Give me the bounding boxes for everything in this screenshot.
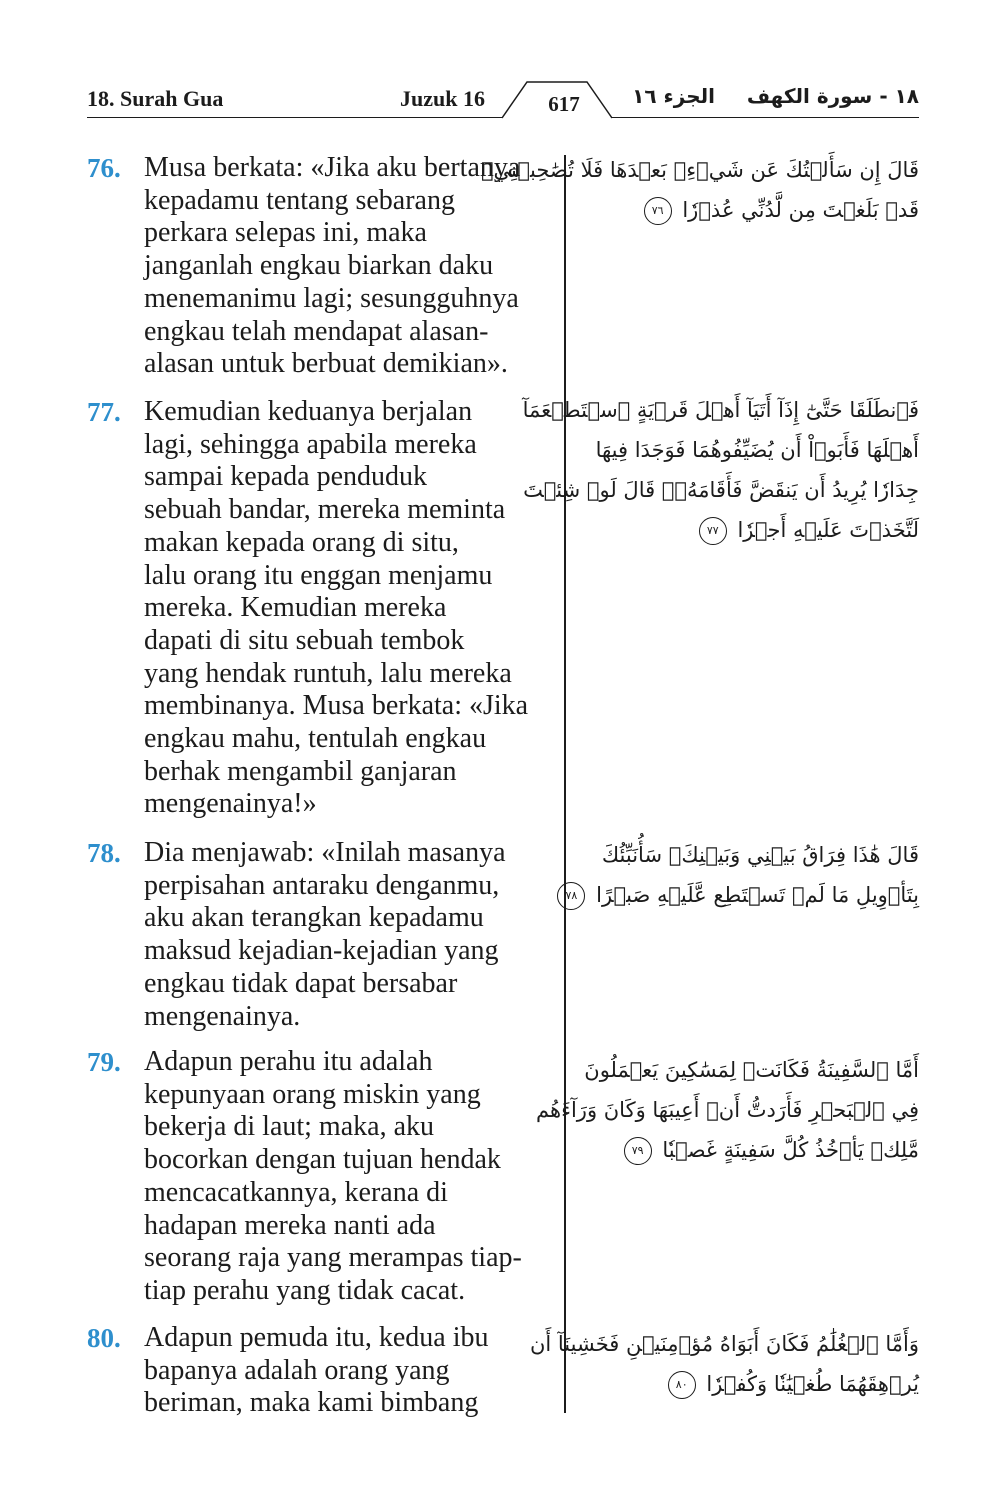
translation-line: janganlah engkau biarkan daku (144, 250, 494, 282)
arabic-line-text: قَدۡ بَلَغۡتَ مِن لَّدُنِّي عُذۡرٗا (682, 198, 919, 222)
translation-line: Adapun perahu itu adalah (144, 1046, 433, 1077)
translation-line: mencacatkannya, kerana di (144, 1176, 448, 1208)
surah-arabic: ١٨ - سورة الكهف (746, 84, 919, 108)
translation-line: yang hendak runtuh, lalu mereka (144, 657, 512, 689)
arabic-line-text: يُرۡهِقَهُمَا طُغۡيَٰنٗا وَكُفۡرٗا (706, 1372, 919, 1396)
translation-line: engkau tidak dapat bersabar (144, 967, 458, 999)
translation-line: Dia menjawab: «Inilah masanya (144, 837, 506, 868)
arabic-line: فِي ٱلۡبَحۡرِ فَأَرَدتُّ أَنۡ أَعِيبَهَا وَكَانَ وَرَآءَهُم (536, 1098, 919, 1122)
arabic-line: أَمَّا ٱلسَّفِينَةُ فَكَانَتۡ لِمَسَٰكِينَ يَعۡمَلُونَ (584, 1058, 919, 1082)
translation-line: bocorkan dengan tujuan hendak (144, 1144, 501, 1176)
verse-translation (144, 837, 562, 1033)
surah-title: 18. Surah Gua (87, 86, 224, 111)
verse-number: 78. (87, 838, 121, 868)
arabic-line: وَأَمَّا ٱلۡغُلَٰمُ فَكَانَ أَبَوَاهُ مُؤۡمِنَيۡنِ فَخَشِينَآ أَن (529, 1332, 919, 1356)
arabic-line (565, 875, 919, 915)
arabic-line-text: بِتَأۡوِيلِ مَا لَمۡ تَسۡتَطِع عَّلَيۡهِ صَبۡرًا (596, 883, 919, 907)
translation-line: tiap perahu yang tidak cacat. (144, 1274, 466, 1306)
translation-line: seorang raja yang merampas tiap- (144, 1242, 522, 1274)
arabic-line (582, 510, 919, 550)
ayah-end-marker: ٨٠ (668, 1371, 696, 1399)
translation-line: lagi, sehingga apabila mereka (144, 428, 477, 460)
column-divider (564, 155, 566, 1413)
page-number: 617 (548, 92, 580, 116)
translation-line: bapanya adalah orang yang (144, 1354, 450, 1386)
translation-line: kepadamu tentang sebarang (144, 184, 455, 216)
translation-line: alasan untuk berbuat demikian». (144, 348, 508, 380)
verse-translation (144, 396, 562, 821)
arabic-line: أَهۡلَهَا فَأَبَوۡاْ أَن يُضَيِّفُوهُمَا فَوَجَدَا فِيهَا (595, 438, 919, 462)
translation-line: Kemudian keduanya berjalan (144, 396, 473, 427)
arabic-line (582, 1130, 919, 1170)
translation-line: membinanya. Musa berkata: «Jika (144, 690, 529, 722)
arabic-line-text: لَتَّخَذۡتَ عَلَيۡهِ أَجۡرٗا (737, 518, 919, 542)
translation-line: mengenainya!» (144, 788, 317, 820)
verse-arabic (480, 150, 919, 230)
translation-line: engkau mahu, tentulah engkau (144, 723, 487, 755)
juzuk-label: Juzuk 16 (400, 86, 485, 111)
ayah-end-marker: ٧٦ (644, 197, 672, 225)
translation-line: sampai kepada penduduk (144, 461, 428, 493)
translation-line: Adapun pemuda itu, kedua ibu (144, 1322, 489, 1353)
translation-line: menemanimu lagi; sesungguhnya (144, 282, 519, 314)
translation-line: beriman, maka kami bimbang (144, 1387, 479, 1419)
translation-line: bekerja di laut; maka, aku (144, 1111, 434, 1143)
verse-arabic (536, 1050, 919, 1170)
arabic-line (582, 1364, 919, 1404)
verse-translation (144, 1322, 562, 1420)
arabic-line: قَالَ هَٰذَا فِرَاقُ بَيۡنِي وَبَيۡنِكَۚ سَأُنَبِّئُكَ (601, 843, 919, 867)
translation-line: Musa berkata: «Jika aku bertanya (144, 152, 521, 183)
arabic-line: جِدَارٗا يُرِيدُ أَن يَنقَضَّ فَأَقَامَهُۥۖ قَالَ لَوۡ شِئۡتَ (523, 478, 919, 502)
verse-arabic (522, 390, 919, 550)
ayah-end-marker: ٧٧ (699, 517, 727, 545)
ayah-end-marker: ٧٨ (557, 882, 585, 910)
juz-arabic: الجزء ١٦ (632, 84, 715, 108)
verse-translation (144, 1046, 562, 1308)
arabic-line: قَالَ إِن سَأَلۡتُكَ عَن شَيۡءِۭ بَعۡدَهَا فَلَا تُصَٰحِبۡنِيۖ (480, 158, 919, 182)
translation-line: mengenainya. (144, 1000, 301, 1032)
translation-line: mereka. Kemudian mereka (144, 592, 447, 624)
translation-line: kepunyaan orang miskin yang (144, 1078, 481, 1110)
verse-number: 80. (87, 1323, 121, 1353)
translation-line: sebuah bandar, mereka meminta (144, 494, 506, 526)
verse-arabic (565, 835, 919, 915)
arabic-line (582, 190, 919, 230)
verse-number: 77. (87, 397, 121, 427)
verse-number: 79. (87, 1047, 121, 1077)
verse-number: 76. (87, 153, 121, 183)
translation-line: makan kepada orang di situ, (144, 526, 459, 558)
translation-line: maksud kejadian-kejadian yang (144, 935, 499, 967)
translation-line: perpisahan antaraku denganmu, (144, 869, 500, 901)
verse-arabic (529, 1324, 919, 1404)
translation-line: perkara selepas ini, maka (144, 217, 427, 249)
page-header (87, 80, 919, 124)
ayah-end-marker: ٧٩ (624, 1137, 652, 1165)
translation-line: berhak mengambil ganjaran (144, 755, 457, 787)
translation-line: lalu orang itu enggan menjamu (144, 559, 493, 591)
arabic-line-text: مَّلِكٞ يَأۡخُذُ كُلَّ سَفِينَةٍ غَصۡبٗا (662, 1138, 919, 1162)
translation-line: aku akan terangkan kepadamu (144, 902, 484, 934)
translation-line: engkau telah mendapat alasan- (144, 315, 489, 347)
translation-line: hadapan mereka nanti ada (144, 1209, 436, 1241)
arabic-line: فَٱنطَلَقَا حَتَّىٰٓ إِذَآ أَتَيَآ أَهۡلَ قَرۡيَةٍ ٱسۡتَطۡعَمَآ (522, 398, 919, 422)
translation-line: dapati di situ sebuah tembok (144, 624, 465, 656)
